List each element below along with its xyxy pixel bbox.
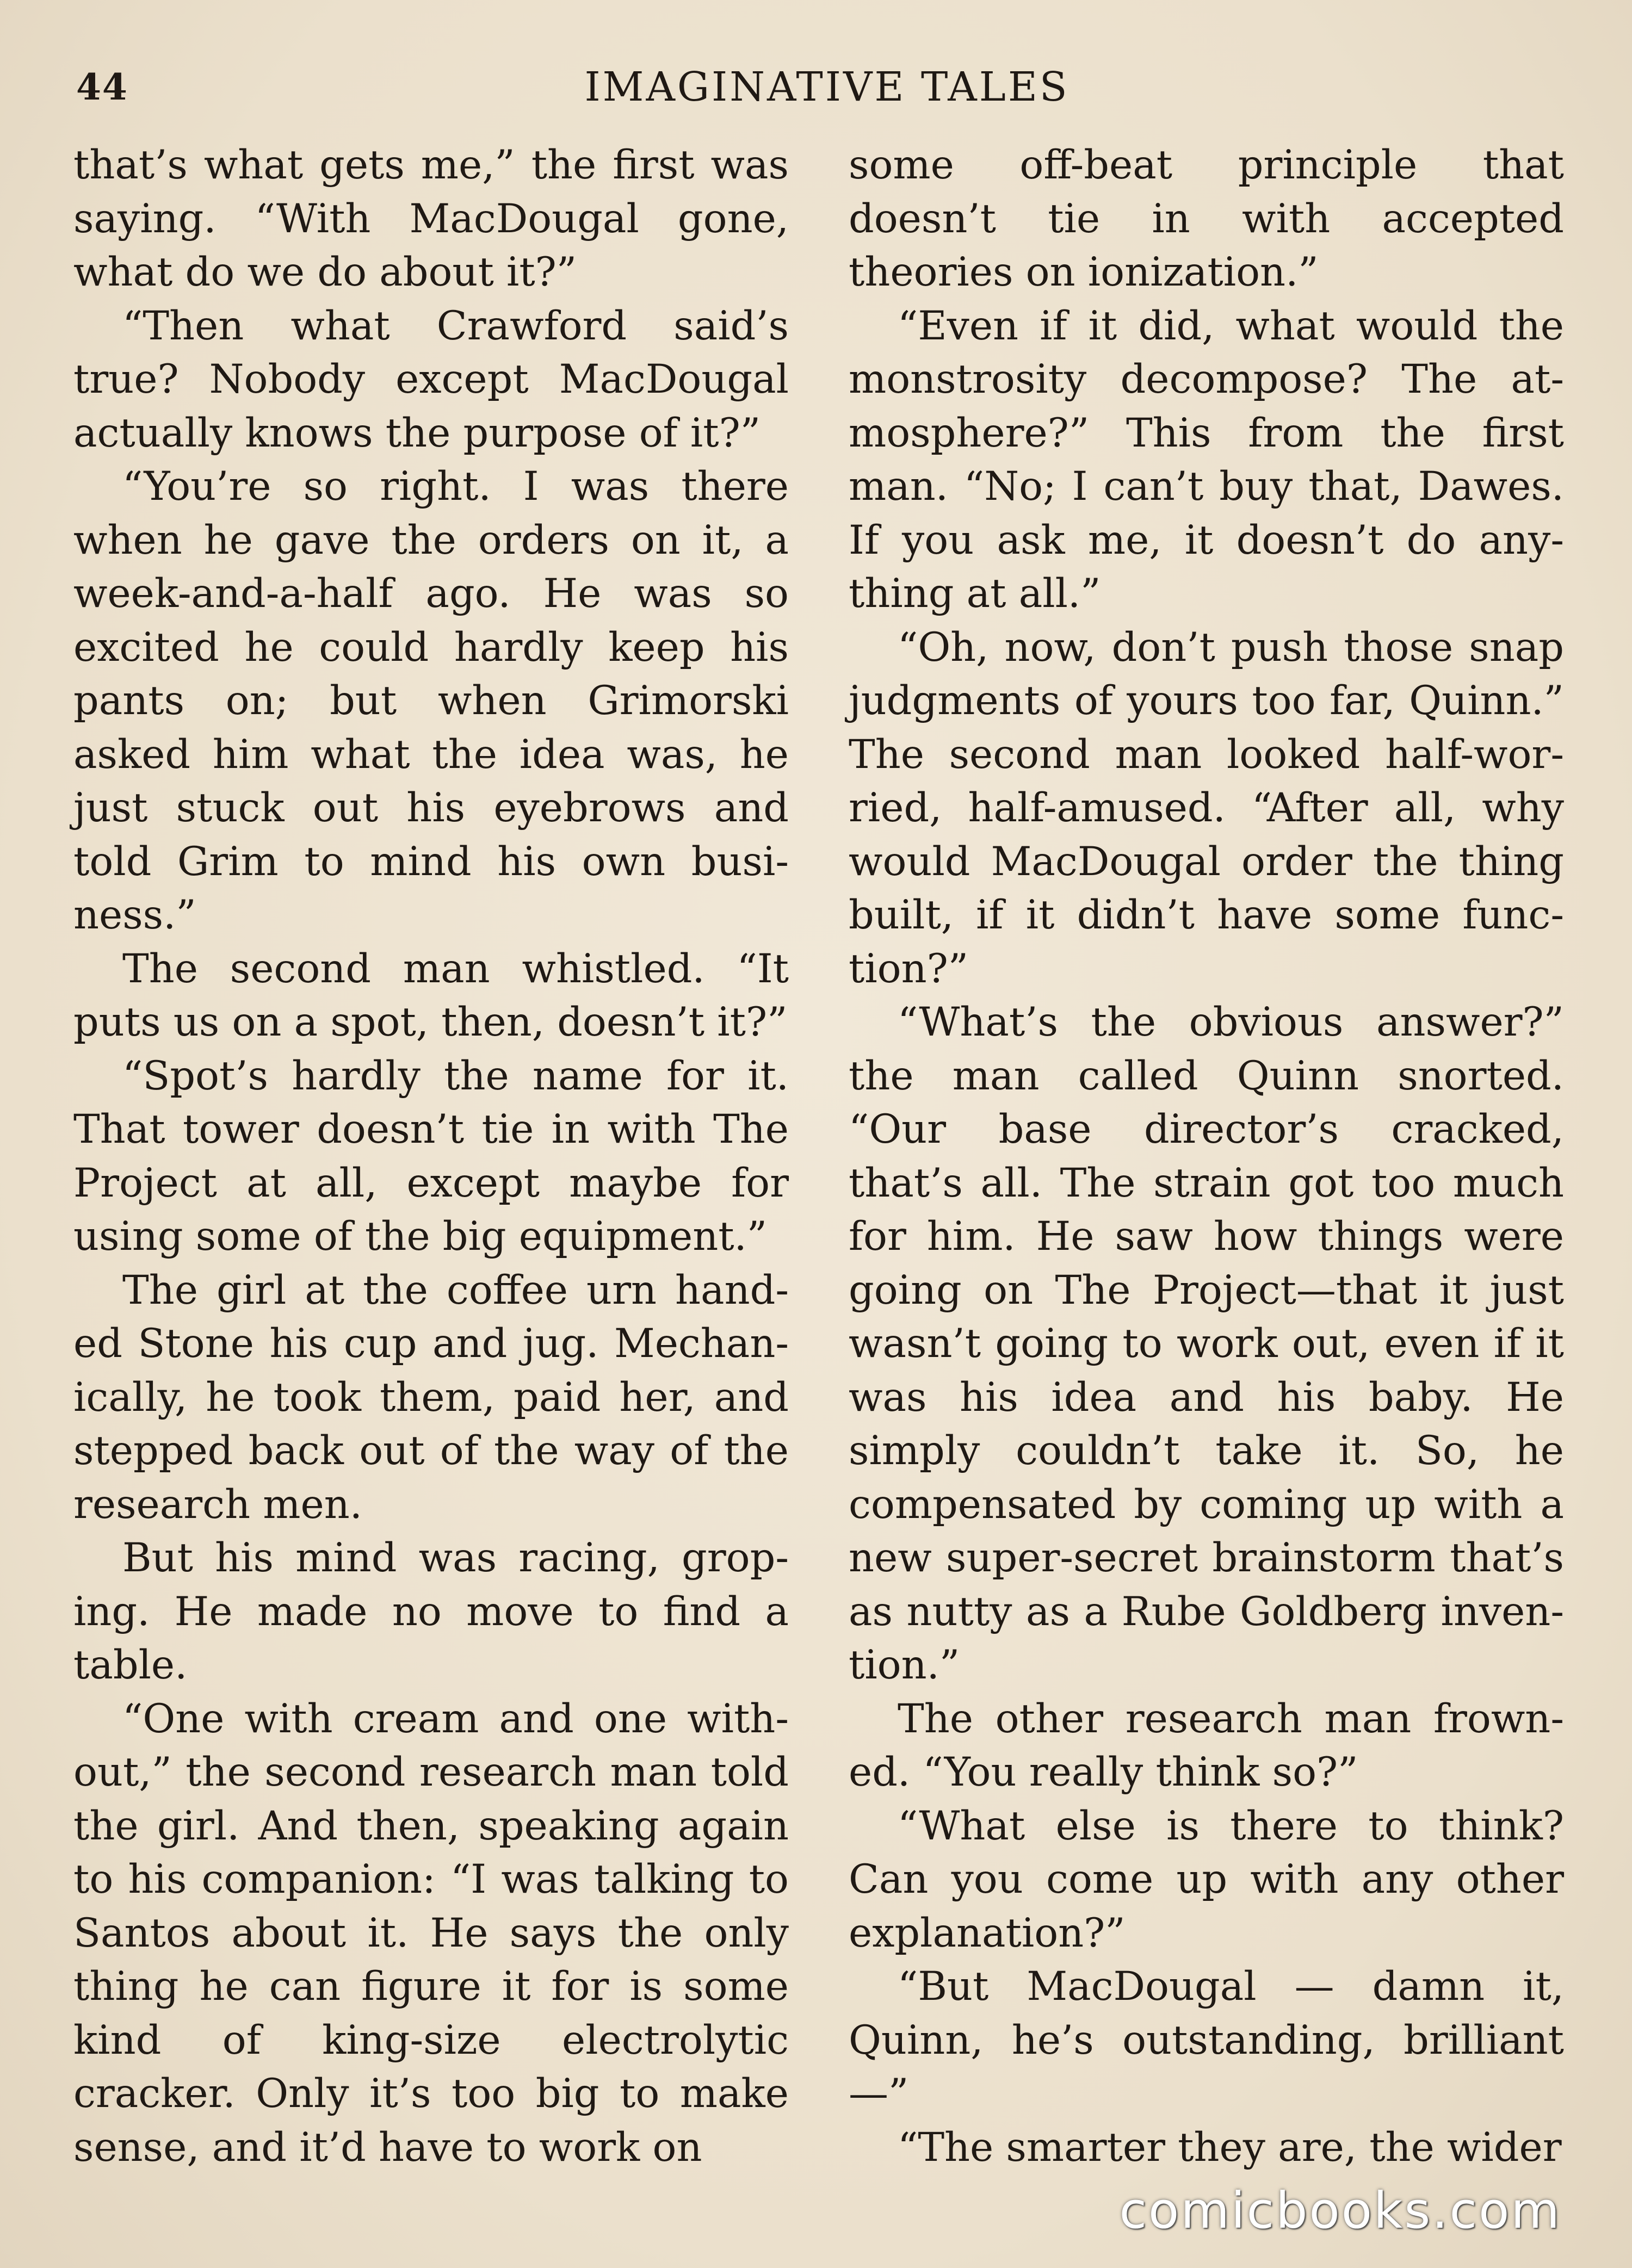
paragraph: some off-beat principle that doesn’t tie in with accepted theories on ionization.” bbox=[849, 142, 1564, 295]
paragraph: “But MacDougal — damn it, Quinn, he’s outstanding, brilliant —” bbox=[849, 1963, 1564, 2117]
paragraph: “One with cream and one without,” the second research man told the girl. And then, speaking again to his companion: “I was talking to Santos about it. He says the only thing he can figure it for is some kind of king-size electrolytic cracker. Only it’s too big to make sense, and it’d have to work on bbox=[73, 1695, 789, 2171]
watermark: comicbooks.com bbox=[1119, 2182, 1561, 2240]
paragraph: “Then what Crawford said’s true? Nobody except MacDougal actually knows the purpose of it?” bbox=[73, 302, 789, 456]
paragraph: “Even if it did, what would the monstrosity decompose? The atmosphere?” This from the first man. “No; I can’t buy that, Dawes. If you ask me, it doesn’t do anything at all.” bbox=[849, 302, 1564, 617]
paragraph: The other research man frowned. “You really think so?” bbox=[849, 1695, 1564, 1795]
paragraph: “The smarter they are, the wider bbox=[898, 2124, 1562, 2171]
page-header bbox=[76, 60, 1578, 114]
paragraph: “You’re so right. I was there when he gave the orders on it, a week-and-a-half ago. He was so excited he could hardly keep his pants on; but when Grimorski asked him what the idea was, he just stuck out his eyebrows and told Grim to mind his own business.” bbox=[73, 463, 789, 938]
paragraph: “Spot’s hardly the name for it. That tower doesn’t tie in with The Project at all, except maybe for using some of the big equipment.” bbox=[73, 1052, 789, 1260]
paragraph: that’s what gets me,” the first was saying. “With MacDougal gone, what do we do about it?” bbox=[73, 142, 789, 295]
left-column bbox=[73, 139, 789, 2174]
page-number: 44 bbox=[76, 66, 128, 108]
paragraph: The girl at the coffee urn handed Stone his cup and jug. Mechanically, he took them, paid her, and stepped back out of the way of the research men. bbox=[73, 1267, 789, 1528]
paragraph: But his mind was racing, groping. He made no move to find a table. bbox=[73, 1535, 789, 1688]
paragraph: “What’s the obvious answer?” the man called Quinn snorted. “Our base director’s cracked, that’s all. The strain got too much for him. He saw how things were going on The Project—that it just wasn’t going to work out, even if it was his idea and his baby. He simply couldn’t take it. So, he compensated by coming up with a new super-secret brainstorm that’s as nutty as a Rube Goldberg invention.” bbox=[849, 999, 1564, 1688]
paragraph: “Oh, now, don’t push those snap judgments of yours too far, Quinn.” The second man looked half-worried, half-amused. “After all, why would MacDougal order the thing built, if it didn’t have some function?” bbox=[849, 624, 1564, 992]
paragraph: “What else is there to think? Can you come up with any other explanation?” bbox=[849, 1802, 1564, 1956]
running-title: IMAGINATIVE TALES bbox=[584, 64, 1070, 110]
paragraph: The second man whistled. “It puts us on a spot, then, doesn’t it?” bbox=[73, 945, 789, 1045]
right-column bbox=[849, 139, 1564, 2174]
